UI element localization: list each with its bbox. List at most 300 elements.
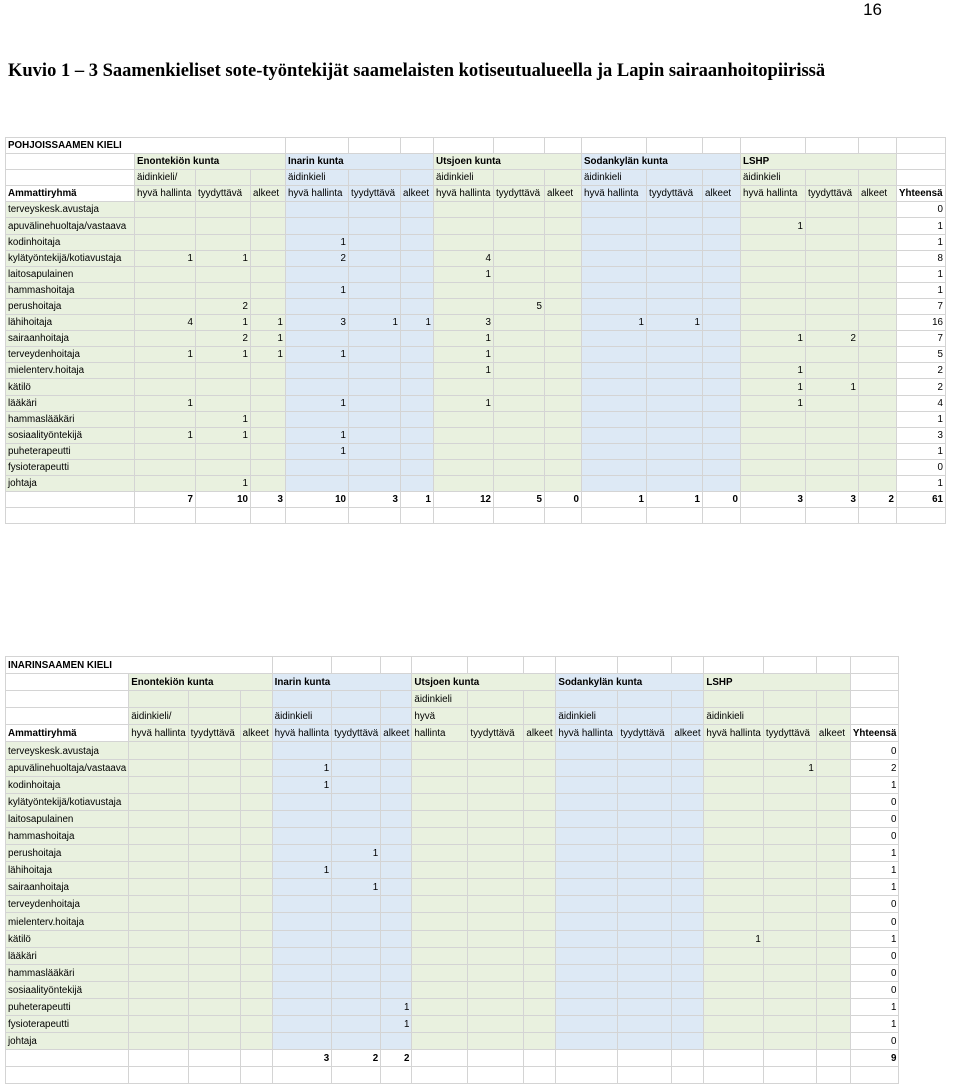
data-cell — [763, 930, 816, 947]
spacer-row — [6, 1067, 899, 1084]
column-header — [188, 708, 240, 725]
data-cell — [741, 475, 806, 491]
data-cell — [618, 998, 672, 1015]
row-total: 1 — [850, 776, 899, 793]
data-cell — [816, 998, 850, 1015]
data-cell — [582, 379, 647, 395]
data-cell — [647, 202, 703, 218]
data-cell — [545, 266, 582, 282]
data-cell — [741, 202, 806, 218]
data-cell — [129, 759, 188, 776]
data-cell — [401, 202, 434, 218]
column-header: tyydyttävä — [806, 186, 859, 202]
data-cell — [524, 896, 556, 913]
data-cell — [703, 395, 741, 411]
column-header: hyvä hallinta — [286, 186, 349, 202]
data-cell — [704, 913, 763, 930]
data-cell — [494, 347, 545, 363]
data-cell — [582, 250, 647, 266]
data-cell — [240, 827, 272, 844]
data-cell — [434, 459, 494, 475]
empty-cell — [647, 138, 703, 154]
data-cell — [647, 234, 703, 250]
empty-cell — [349, 508, 401, 524]
data-cell: 1 — [196, 475, 251, 491]
data-cell — [545, 411, 582, 427]
data-cell — [582, 218, 647, 234]
column-header: alkeet — [251, 186, 286, 202]
empty-cell — [188, 1067, 240, 1084]
data-cell — [672, 879, 704, 896]
row-label: lähihoitaja — [6, 862, 129, 879]
data-cell — [618, 862, 672, 879]
data-cell — [468, 862, 524, 879]
empty-cell — [850, 674, 899, 691]
data-cell — [494, 459, 545, 475]
data-cell — [434, 234, 494, 250]
column-total: 7 — [135, 492, 196, 508]
data-cell — [741, 411, 806, 427]
data-cell — [741, 459, 806, 475]
data-cell — [251, 266, 286, 282]
data-cell: 1 — [251, 315, 286, 331]
column-header: hyvä hallinta — [556, 725, 618, 742]
column-total — [672, 1050, 704, 1067]
table-row — [6, 202, 946, 218]
data-cell: 1 — [286, 443, 349, 459]
column-header: hyvä hallinta — [129, 725, 188, 742]
data-cell: 3 — [434, 315, 494, 331]
data-cell — [468, 776, 524, 793]
column-total: 3 — [741, 492, 806, 508]
column-total: 2 — [859, 492, 897, 508]
total-header: Yhteensä — [850, 725, 899, 742]
data-cell — [672, 913, 704, 930]
data-cell — [741, 250, 806, 266]
row-total: 1 — [850, 1015, 899, 1032]
data-cell — [545, 298, 582, 314]
data-cell — [135, 411, 196, 427]
column-header: alkeet — [703, 186, 741, 202]
empty-cell — [582, 508, 647, 524]
data-cell — [196, 234, 251, 250]
data-cell — [806, 363, 859, 379]
data-cell — [647, 379, 703, 395]
empty-cell — [763, 1067, 816, 1084]
data-cell — [188, 981, 240, 998]
data-cell — [703, 282, 741, 298]
data-cell — [434, 298, 494, 314]
data-cell — [349, 411, 401, 427]
column-header: äidinkieli — [272, 708, 331, 725]
data-cell — [703, 234, 741, 250]
column-header — [401, 170, 434, 186]
data-cell — [494, 395, 545, 411]
column-header — [859, 170, 897, 186]
data-cell — [494, 427, 545, 443]
data-cell: 1 — [286, 427, 349, 443]
row-total: 0 — [850, 947, 899, 964]
data-cell: 2 — [196, 331, 251, 347]
data-cell: 1 — [381, 998, 412, 1015]
data-cell — [704, 896, 763, 913]
data-cell — [434, 202, 494, 218]
data-cell — [703, 315, 741, 331]
data-cell: 1 — [135, 427, 196, 443]
data-cell — [129, 913, 188, 930]
row-label: hammashoitaja — [6, 827, 129, 844]
data-cell — [582, 459, 647, 475]
data-cell — [412, 742, 468, 759]
data-cell — [401, 250, 434, 266]
table-row — [6, 793, 899, 810]
data-cell — [401, 459, 434, 475]
table-row — [6, 379, 946, 395]
empty-cell — [381, 657, 412, 674]
data-cell — [704, 879, 763, 896]
row-label: fysioterapeutti — [6, 1015, 129, 1032]
empty-cell — [6, 170, 135, 186]
row-total: 0 — [850, 1033, 899, 1050]
row-label: laitosapulainen — [6, 266, 135, 282]
column-total — [816, 1050, 850, 1067]
data-cell — [741, 234, 806, 250]
data-cell — [816, 1015, 850, 1032]
empty-cell — [524, 1067, 556, 1084]
data-cell — [703, 427, 741, 443]
row-label-header: Ammattiryhmä — [6, 186, 135, 202]
data-cell: 1 — [332, 845, 381, 862]
empty-cell — [763, 657, 816, 674]
data-cell — [412, 930, 468, 947]
empty-cell — [741, 138, 806, 154]
row-total: 1 — [850, 862, 899, 879]
data-cell — [332, 862, 381, 879]
row-label: sairaanhoitaja — [6, 331, 135, 347]
data-cell — [524, 759, 556, 776]
data-cell — [468, 1033, 524, 1050]
data-cell — [412, 879, 468, 896]
data-cell — [188, 759, 240, 776]
data-cell: 2 — [286, 250, 349, 266]
empty-cell — [859, 508, 897, 524]
data-cell — [434, 443, 494, 459]
data-cell — [859, 459, 897, 475]
data-cell: 1 — [349, 315, 401, 331]
table-title: INARINSAAMEN KIELI — [6, 657, 273, 674]
row-label: hammaslääkäri — [6, 411, 135, 427]
column-header — [196, 170, 251, 186]
data-cell — [703, 363, 741, 379]
data-cell — [618, 759, 672, 776]
data-cell — [647, 266, 703, 282]
data-cell — [763, 981, 816, 998]
data-cell — [188, 964, 240, 981]
region-header: Utsjoen kunta — [434, 154, 582, 170]
data-cell — [412, 981, 468, 998]
data-cell — [672, 793, 704, 810]
data-cell: 1 — [196, 411, 251, 427]
figure-title: Kuvio 1 – 3 Saamenkieliset sote-työntekijät saamelaisten kotiseutualueella ja Lapin sairaanhoitopiirissä — [8, 61, 826, 81]
totals-row — [6, 492, 946, 508]
data-cell — [704, 793, 763, 810]
column-header: äidinkieli — [434, 170, 494, 186]
region-header-row — [6, 154, 946, 170]
data-cell — [129, 776, 188, 793]
table-row — [6, 443, 946, 459]
row-label: sosiaalityöntekijä — [6, 981, 129, 998]
data-cell — [763, 827, 816, 844]
empty-cell — [434, 138, 494, 154]
data-cell: 1 — [135, 347, 196, 363]
row-label: lääkäri — [6, 395, 135, 411]
data-cell — [556, 759, 618, 776]
row-total: 1 — [850, 845, 899, 862]
data-cell — [286, 266, 349, 282]
data-cell — [240, 998, 272, 1015]
data-cell — [240, 845, 272, 862]
row-label: kylätyöntekijä/kotiavustaja — [6, 793, 129, 810]
data-cell — [703, 218, 741, 234]
data-cell — [272, 896, 331, 913]
data-cell — [272, 793, 331, 810]
row-total: 1 — [850, 879, 899, 896]
data-cell: 4 — [434, 250, 494, 266]
data-cell — [272, 1015, 331, 1032]
column-header — [763, 691, 816, 708]
data-cell — [196, 266, 251, 282]
row-label: puheterapeutti — [6, 998, 129, 1015]
data-cell — [672, 810, 704, 827]
data-cell — [741, 427, 806, 443]
data-cell — [816, 810, 850, 827]
column-header — [556, 691, 618, 708]
data-cell — [703, 202, 741, 218]
column-header: hyvä hallinta — [582, 186, 647, 202]
data-cell: 1 — [135, 395, 196, 411]
empty-cell — [704, 1067, 763, 1084]
data-cell — [545, 379, 582, 395]
empty-cell — [286, 138, 349, 154]
column-header: tyydyttävä — [618, 725, 672, 742]
column-total: 10 — [196, 492, 251, 508]
data-cell — [188, 810, 240, 827]
data-cell — [647, 475, 703, 491]
data-cell — [251, 443, 286, 459]
data-cell — [618, 930, 672, 947]
column-header-row — [6, 691, 899, 708]
data-cell — [468, 964, 524, 981]
data-cell — [672, 845, 704, 862]
region-header-row — [6, 674, 899, 691]
row-total: 0 — [897, 202, 946, 218]
data-cell — [401, 443, 434, 459]
data-cell — [349, 379, 401, 395]
column-header: alkeet — [816, 725, 850, 742]
data-cell — [381, 879, 412, 896]
data-cell: 1 — [582, 315, 647, 331]
empty-cell — [741, 508, 806, 524]
data-cell — [672, 759, 704, 776]
data-cell — [816, 742, 850, 759]
data-cell — [647, 363, 703, 379]
data-cell — [647, 443, 703, 459]
column-header — [816, 708, 850, 725]
empty-cell — [381, 1067, 412, 1084]
data-cell — [251, 282, 286, 298]
empty-cell — [6, 508, 135, 524]
column-header: äidinkieli/ — [129, 708, 188, 725]
data-cell — [556, 1033, 618, 1050]
row-total: 2 — [897, 379, 946, 395]
data-cell — [704, 776, 763, 793]
data-cell — [129, 1015, 188, 1032]
empty-cell — [816, 1067, 850, 1084]
data-cell — [272, 742, 331, 759]
data-cell — [332, 964, 381, 981]
column-header: äidinkieli — [741, 170, 806, 186]
column-header — [468, 708, 524, 725]
data-cell — [349, 331, 401, 347]
column-total: 3 — [349, 492, 401, 508]
row-label: kodinhoitaja — [6, 776, 129, 793]
data-cell — [129, 827, 188, 844]
data-cell — [703, 379, 741, 395]
column-header — [188, 691, 240, 708]
column-header: hyvä — [412, 708, 468, 725]
empty-cell — [272, 657, 331, 674]
data-cell — [647, 347, 703, 363]
data-cell — [703, 298, 741, 314]
column-header — [332, 691, 381, 708]
row-label: kylätyöntekijä/kotiavustaja — [6, 250, 135, 266]
data-cell — [859, 379, 897, 395]
data-cell — [349, 218, 401, 234]
column-header: äidinkieli — [286, 170, 349, 186]
data-cell — [135, 282, 196, 298]
data-cell — [468, 981, 524, 998]
data-cell — [188, 998, 240, 1015]
empty-cell — [816, 657, 850, 674]
data-cell — [434, 411, 494, 427]
data-cell — [272, 930, 331, 947]
data-cell — [135, 379, 196, 395]
data-cell — [582, 363, 647, 379]
data-cell — [618, 947, 672, 964]
data-cell — [859, 347, 897, 363]
column-total — [618, 1050, 672, 1067]
data-cell — [188, 862, 240, 879]
data-cell: 1 — [251, 331, 286, 347]
empty-cell — [196, 508, 251, 524]
data-cell — [468, 896, 524, 913]
data-cell — [556, 981, 618, 998]
data-cell: 1 — [741, 363, 806, 379]
data-cell — [188, 1015, 240, 1032]
row-total: 0 — [850, 964, 899, 981]
column-total: 2 — [381, 1050, 412, 1067]
row-label: sairaanhoitaja — [6, 879, 129, 896]
column-header: alkeet — [672, 725, 704, 742]
data-cell — [618, 776, 672, 793]
data-cell: 2 — [806, 331, 859, 347]
data-cell — [332, 981, 381, 998]
row-label: terveydenhoitaja — [6, 347, 135, 363]
data-cell — [704, 827, 763, 844]
data-cell — [524, 1033, 556, 1050]
table-row — [6, 879, 899, 896]
empty-cell — [349, 138, 401, 154]
column-header — [672, 691, 704, 708]
data-cell — [196, 282, 251, 298]
data-cell — [582, 234, 647, 250]
data-cell — [703, 266, 741, 282]
data-cell — [494, 379, 545, 395]
data-cell — [647, 459, 703, 475]
row-label: hammashoitaja — [6, 282, 135, 298]
column-header-row — [6, 708, 899, 725]
table-title: POHJOISSAAMEN KIELI — [6, 138, 286, 154]
data-cell — [129, 862, 188, 879]
data-cell — [286, 331, 349, 347]
data-cell — [272, 879, 331, 896]
empty-cell — [401, 508, 434, 524]
data-cell: 1 — [741, 218, 806, 234]
empty-cell — [850, 657, 899, 674]
row-label: lääkäri — [6, 947, 129, 964]
data-cell — [251, 250, 286, 266]
data-cell — [647, 395, 703, 411]
data-cell: 1 — [401, 315, 434, 331]
data-cell — [272, 827, 331, 844]
page-number: 16 — [863, 0, 882, 19]
data-cell — [412, 845, 468, 862]
empty-cell — [647, 508, 703, 524]
data-cell — [196, 379, 251, 395]
data-cell — [412, 964, 468, 981]
empty-cell — [494, 508, 545, 524]
data-cell: 1 — [272, 776, 331, 793]
data-cell — [286, 218, 349, 234]
empty-cell — [850, 708, 899, 725]
data-cell — [806, 218, 859, 234]
column-header: hyvä hallinta — [272, 725, 331, 742]
data-cell — [703, 250, 741, 266]
empty-cell — [494, 138, 545, 154]
data-cell — [763, 896, 816, 913]
data-cell — [859, 218, 897, 234]
empty-cell — [412, 657, 468, 674]
data-cell: 1 — [763, 759, 816, 776]
data-cell: 1 — [135, 250, 196, 266]
data-cell — [135, 475, 196, 491]
data-cell — [524, 810, 556, 827]
row-total: 1 — [897, 282, 946, 298]
data-cell — [647, 331, 703, 347]
data-cell — [412, 1015, 468, 1032]
row-total: 2 — [850, 759, 899, 776]
data-cell — [412, 896, 468, 913]
table-row — [6, 776, 899, 793]
data-cell — [703, 411, 741, 427]
empty-cell — [806, 508, 859, 524]
data-cell — [240, 947, 272, 964]
empty-cell — [545, 138, 582, 154]
column-total: 3 — [251, 492, 286, 508]
data-cell — [188, 827, 240, 844]
data-cell — [618, 1015, 672, 1032]
data-cell — [524, 998, 556, 1015]
